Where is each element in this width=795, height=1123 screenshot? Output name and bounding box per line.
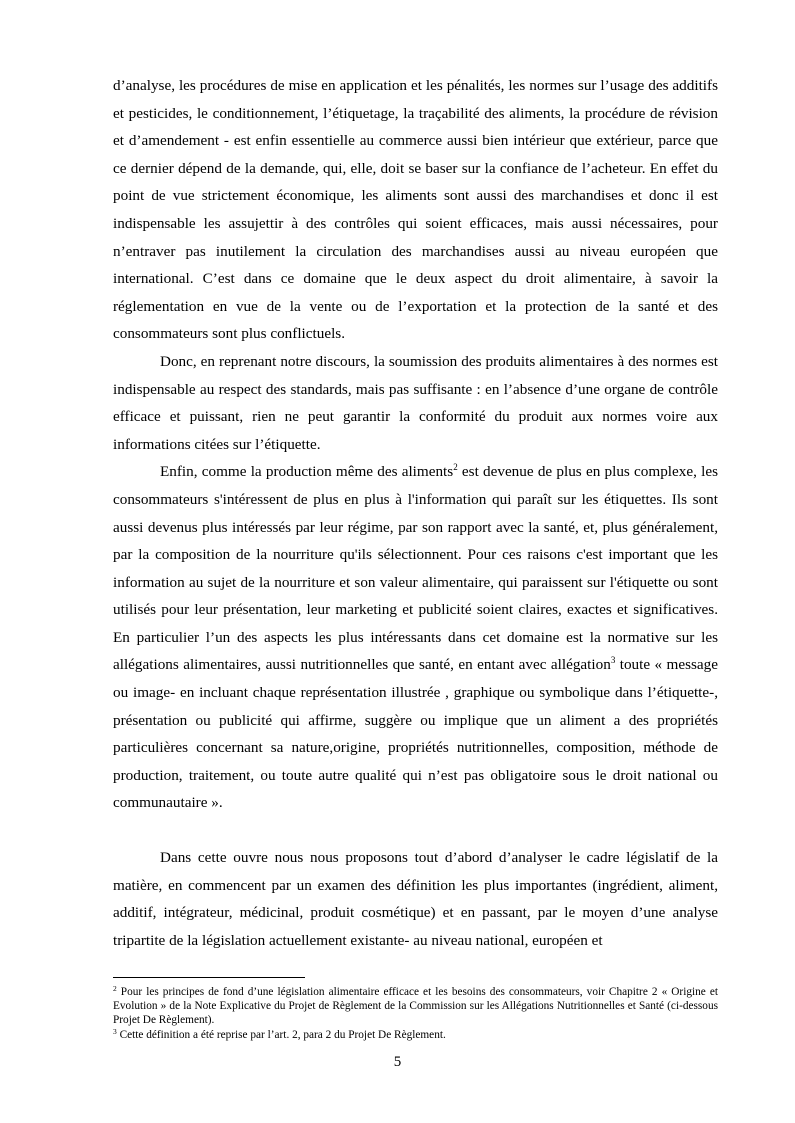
footnote-number: 3	[113, 1026, 117, 1036]
footnote-number: 2	[113, 984, 117, 993]
paragraph-4: Dans cette ouvre nous nous proposons tout d’abord d’analyser le cadre législatif de la matière, en commencent par un examen des définition les plus importantes (ingrédient, aliment, additif, intégrateur, médicinal, produit cosmétique) et en passant, par le moyen d’une analyse tripartite de la législation actuellement existante- au niveau national, européen et	[113, 849, 718, 949]
footnote-3	[113, 1028, 718, 1042]
footnote-ref-3: 3	[610, 655, 616, 666]
paragraph-2: Donc, en reprenant notre discours, la soumission des produits alimentaires à des normes est indispensable au respect des standards, mais pas suffisante : en l’absence d’une organe de contrôle efficace et puissant, rien ne peut garantir la conformité du produit aux normes voire aux informations citées sur l’étiquette.	[113, 352, 718, 453]
footnote-separator	[113, 977, 305, 978]
footnote-text: Cette définition a été reprise par l’art. 2, para 2 du Projet De Règlement.	[116, 1028, 446, 1041]
body-text	[113, 72, 718, 954]
footnote-ref-2: 2	[453, 462, 458, 473]
paragraph-1: d’analyse, les procédures de mise en application et les pénalités, les normes sur l’usage des additifs et pesticides, le conditionnement, l’étiquetage, la traçabilité des aliments, la procédure de révision et d’amendement - est enfin essentielle au commerce aussi bien intérieur que extérieur, parce que ce dernier dépend de la demande, qui, elle, doit se baser sur la confiance de l’acheteur. En effet du point de vue strictement économique, les aliments sont aussi des marchandises et donc il est indispensable les assujettir à des contrôles qui soient efficaces, mais aussi nécessaires, pour n’entraver pas inutilement la circulation des marchandises aussi au niveau européen que international. C’est dans ce domaine que le deux aspect du droit alimentaire, à savoir la réglementation en vue de la vente ou de l’exportation et la protection de la santé et des consommateurs sont plus conflictuels.	[113, 77, 718, 343]
paragraph-gap	[113, 817, 718, 844]
page-number: 5	[393, 1054, 402, 1070]
paragraph-3-part-2: est devenue de plus en plus complexe, les consommateurs s'intéressent de plus en plus à l'information qui paraît sur les étiquettes. Ils sont aussi devenus plus intéressés par leur régime, par son rapport avec la santé, et, plus généralement, par la composition de la nourriture qu'ils sélectionnent. Pour ces raisons c'est important que les information au sujet de la nourriture et son valeur alimentaire, qui paraissent sur l'étiquette ou sont utilisés pour leur présentation, leur marketing et publicité soient claires, exactes et significatives. En particulier l’un des aspects les plus intéressants dans cet domaine est la normative sur les allégations alimentaires, aussi nutritionnelles que santé, en entant avec allégation	[113, 463, 718, 674]
footnotes	[113, 985, 718, 1042]
footnote-2	[113, 985, 718, 1028]
footnote-text: Pour les principes de fond d’une législation alimentaire efficace et les besoins des consommateurs, voir Chapitre 2 « Origine et Evolution » de la Note Explicative du Projet de Règlement de la Commission sur les Allégations Nutritionnelles et Santé (ci-dessous Projet De Règlement).	[113, 986, 718, 1027]
paragraph-3-part-1: Enfin, comme la production même des aliments	[160, 463, 454, 481]
paragraph-3	[113, 458, 718, 817]
paragraph-3-part-3: toute « message ou image- en incluant chaque représentation illustrée , graphique ou symbolique dans l’étiquette-, présentation ou publicité qui affirme, suggère ou implique que un aliment a des propriétés particulières concernant sa nature,origine, propriétés nutritionnelles, composition, méthode de production, traitement, ou toute autre qualité qui n’est pas obligatoire sous le droit national ou communautaire ».	[113, 656, 718, 812]
